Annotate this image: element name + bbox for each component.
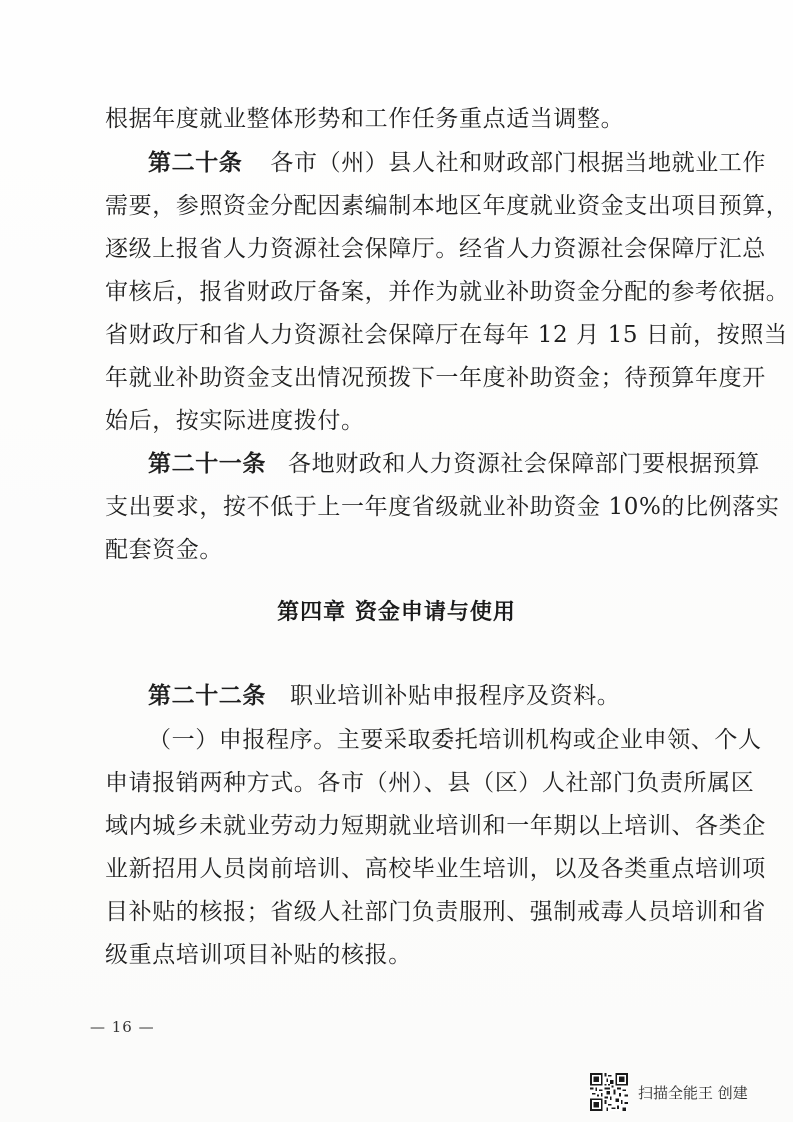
text-line [105, 232, 766, 266]
line-text: （一）申报程序。主要采取委托培训机构或企业申领、个人 [148, 727, 762, 753]
line-text: 目补贴的核报；省级人社部门负责服刑、强制戒毒人员培训和省 [105, 899, 766, 925]
line-text: 支出要求，按不低于上一年度省级就业补助资金 10%的比例落实 [105, 494, 780, 520]
watermark-text: 扫描全能王 创建 [638, 1083, 748, 1102]
page-number: — 16 — [90, 1018, 155, 1036]
line-text: 各市（州）县人社和财政部门根据当地就业工作 [270, 150, 767, 176]
line-text: 逐级上报省人力资源社会保障厅。经省人力资源社会保障厅汇总 [105, 236, 766, 262]
line-text: 根据年度就业整体形势和工作任务重点适当调整。 [105, 106, 625, 132]
article-label: 第二十二条 [148, 683, 266, 709]
article-22-heading-line [105, 679, 738, 713]
qr-code-icon [590, 1073, 628, 1111]
text-line [105, 102, 695, 136]
text-line [105, 766, 755, 800]
text-line [105, 852, 766, 886]
line-text: 审核后，报省财政厅备案，并作为就业补助资金分配的参考依据。 [105, 279, 790, 305]
scanner-watermark [590, 1070, 748, 1114]
text-line [105, 533, 695, 567]
line-text: 域内城乡未就业劳动力短期就业培训和一年期以上培训、各类企 [105, 813, 766, 839]
text-line [105, 404, 695, 438]
text-line [105, 723, 762, 757]
chapter-title: 第四章 资金申请与使用 [277, 600, 516, 625]
line-text: 申请报销两种方式。各市（州）、县（区）人社部门负责所属区 [105, 770, 755, 796]
line-text: 需要，参照资金分配因素编制本地区年度就业资金支出项目预算， [105, 193, 790, 219]
text-line [105, 809, 766, 843]
article-label: 第二十条 [148, 150, 243, 176]
line-text: 业新招用人员岗前培训、高校毕业生培训，以及各类重点培训项 [105, 856, 766, 882]
text-line [105, 895, 766, 929]
text-line [105, 938, 695, 972]
text-line [105, 189, 790, 223]
line-text: 各地财政和人力资源社会保障部门要根据预算 [288, 451, 760, 477]
text-line [105, 361, 766, 395]
article-21-heading-line [105, 447, 760, 481]
text-line [105, 318, 788, 352]
article-20-heading-line [105, 146, 767, 180]
line-text: 省财政厅和省人力资源社会保障厅在每年 12 月 15 日前，按照当 [105, 322, 788, 348]
line-text: 配套资金。 [105, 537, 223, 563]
line-text: 职业培训补贴申报程序及资料。 [290, 683, 621, 709]
article-label: 第二十一条 [148, 451, 266, 477]
line-text: 年就业补助资金支出情况预拨下一年度补助资金；待预算年度开 [105, 365, 766, 391]
text-line [105, 275, 790, 309]
line-text: 级重点培训项目补贴的核报。 [105, 942, 412, 968]
line-text: 始后，按实际进度拨付。 [105, 408, 365, 434]
text-line [105, 490, 780, 524]
